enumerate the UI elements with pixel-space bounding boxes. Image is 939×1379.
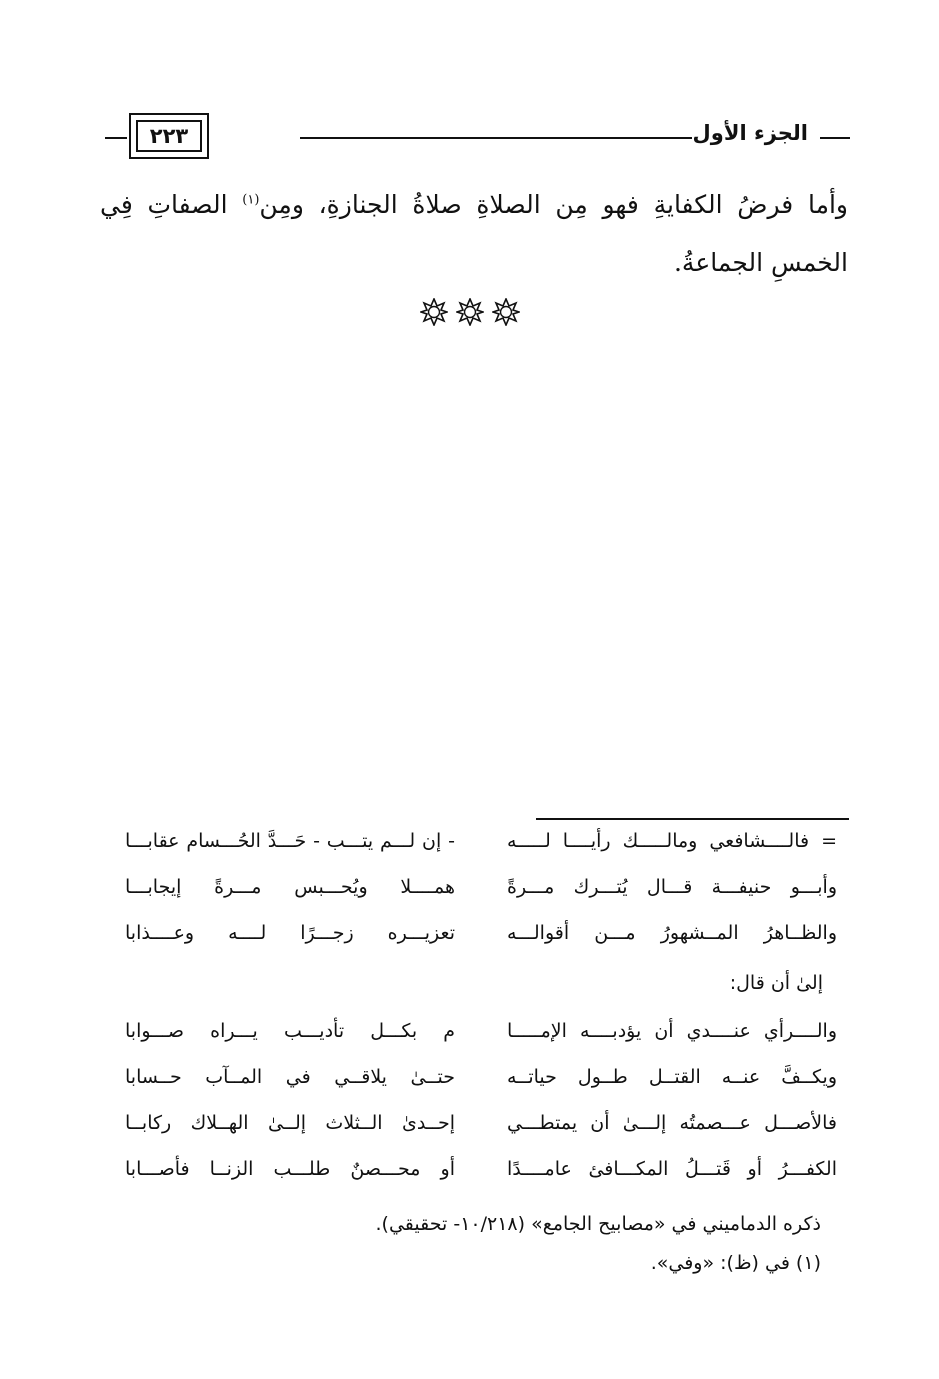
verse-second-hemistich: إحــدىٰ الــثلاث إلــىٰ الهــلاك ركابــا	[125, 1112, 455, 1134]
verse-second-hemistich: م بكـــل تأديـــب يـــراه صـــوابا	[125, 1020, 455, 1042]
verse-first-hemistich: الكفـــرُ أو قَتـــلُ المكـــافئ عامــــدًا	[507, 1158, 837, 1180]
verse-first-hemistich: والظــاهرُ المــشهورُ مـــن أقوالـــه	[507, 922, 837, 944]
header-rule-right	[820, 137, 850, 139]
verse-line	[125, 1112, 837, 1158]
paragraph-text-start: وأما فرضُ الكفايةِ فهو مِن الصلاةِ صلاةُ الجنازةِ، ومِن	[259, 190, 848, 219]
page-number-frame	[129, 113, 209, 159]
verse-line	[125, 876, 837, 922]
footnote-separator	[536, 818, 849, 820]
page-number: ٢٢٣	[136, 120, 202, 152]
verse-line	[125, 1066, 837, 1112]
verse-line	[125, 1020, 837, 1066]
paragraph-text-end: الصفاتِ فِي الخمسِ الجماعةُ.	[100, 190, 848, 277]
verse-line	[125, 1158, 837, 1204]
verse-first-hemistich: = فالــــشافعي ومالـــــك رأيــــا لـــــه	[507, 830, 837, 852]
header-rule-long	[300, 137, 692, 139]
page-header	[105, 113, 850, 163]
verse-line	[125, 922, 837, 968]
verse-second-hemistich: أو محـــصنٌ طلـــب الزنــا فأصـــابا	[125, 1158, 455, 1180]
verse-second-hemistich: حتــىٰ يلاقــي في المــآب حــسابا	[125, 1066, 455, 1088]
section-divider-ornaments	[400, 298, 540, 326]
verse-line	[125, 830, 837, 876]
verse-second-hemistich: همــــلا ويُحـــبس مـــرةً إيجابـــا	[125, 876, 455, 898]
footnote-1: (١) في (ظ): «وفي».	[650, 1252, 821, 1274]
verse-first-hemistich: ويكــفَّ عنــه القتــل طــول حياتــه	[507, 1066, 837, 1088]
prose-transition: إلىٰ أن قال:	[729, 972, 823, 994]
verse-first-hemistich: وأبـــو حنيفـــة قـــال يُتـــرك مـــرةً	[507, 876, 837, 898]
verse-second-hemistich: - إن لـــم يتـــب - حَـــدَّ الحُـــسام عقابـــا	[125, 830, 455, 852]
footnote-reference[interactable]: (١)	[242, 192, 260, 208]
footnote-citation: ذكره الدماميني في «مصابيح الجامع» (١٠/٢١٨- تحقيقي).	[375, 1213, 821, 1235]
verse-second-hemistich: تعزيـــره زجـــرًا لــــه وعــــذابا	[125, 922, 455, 944]
main-paragraph	[100, 176, 848, 292]
verse-first-hemistich: والــــرأي عنــــدي أن يؤدبــــه الإمـــــا	[507, 1020, 837, 1042]
eight-point-star-icon	[492, 298, 520, 326]
eight-point-star-icon	[420, 298, 448, 326]
header-rule-left	[105, 137, 127, 139]
running-title: الجزء الأول	[692, 121, 808, 145]
eight-point-star-icon	[456, 298, 484, 326]
verse-first-hemistich: فالأصـــل عـــصمتُه إلـــىٰ أن يمتطـــي	[507, 1112, 837, 1134]
